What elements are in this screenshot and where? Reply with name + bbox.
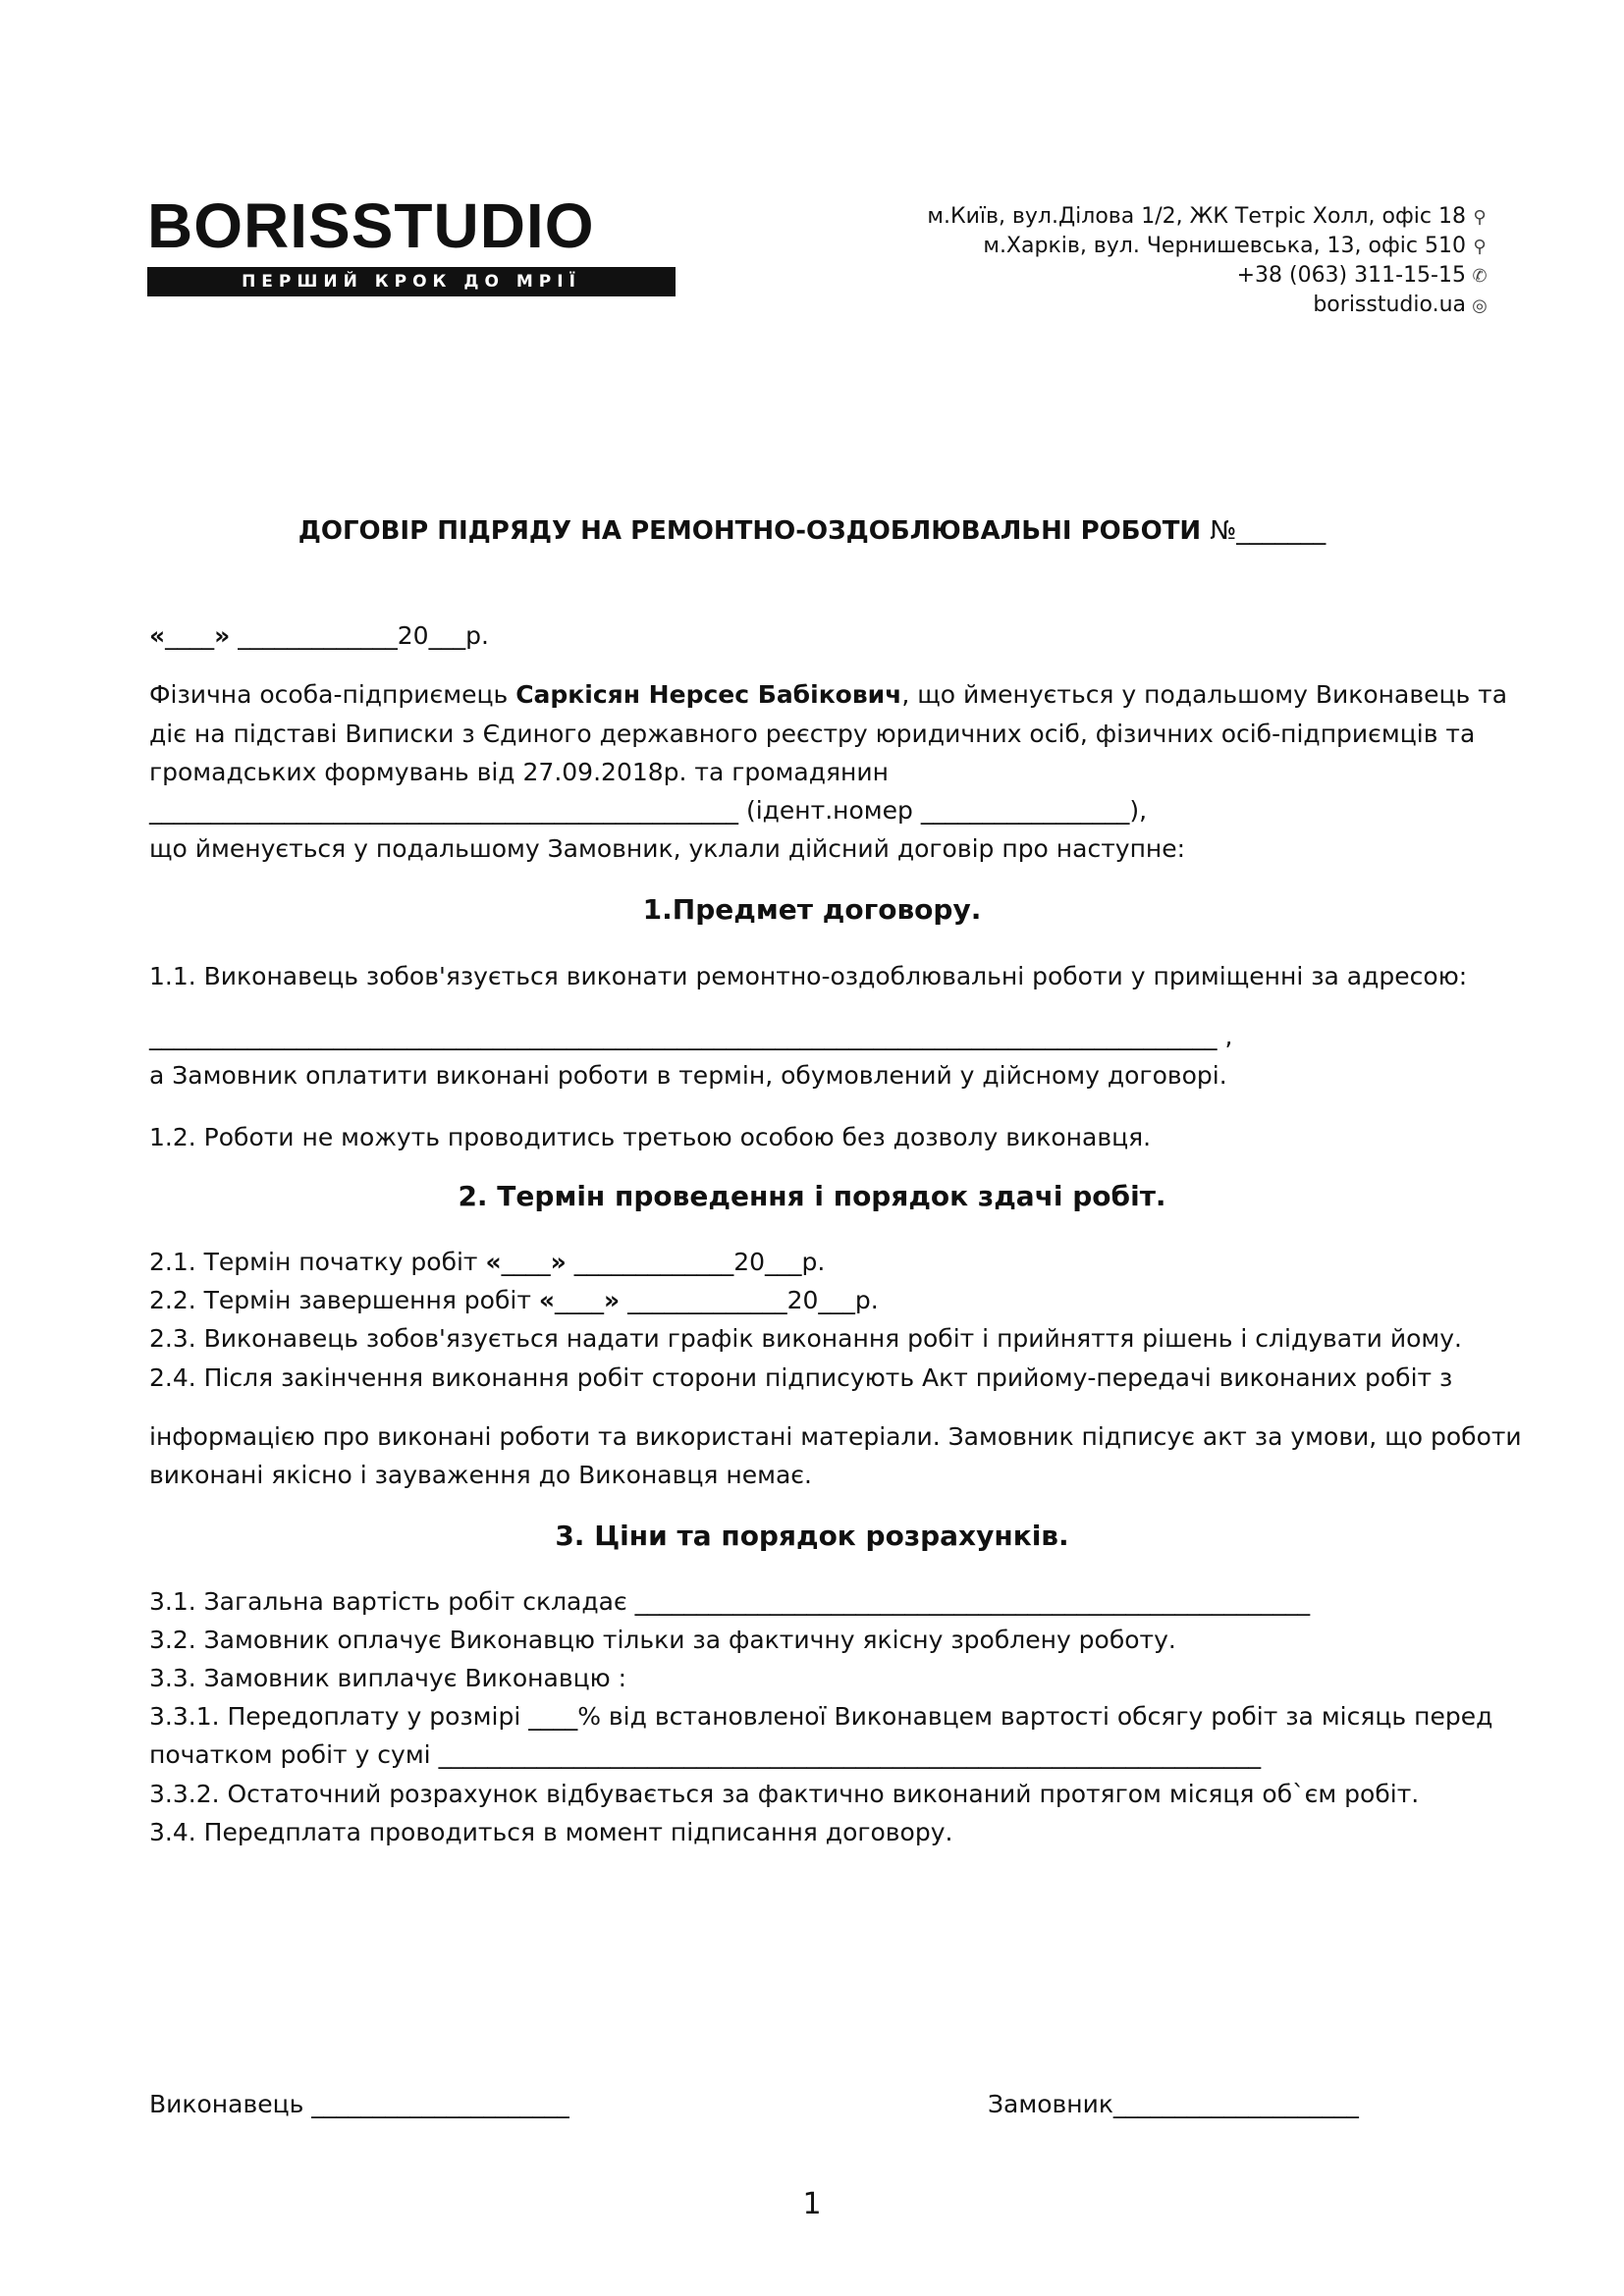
- map-pin-icon: ⚲: [1473, 237, 1487, 257]
- page-number: 1: [802, 2187, 822, 2221]
- intro-line-4: ________________________________________________ (ідент.номер _________________),: [149, 796, 1148, 825]
- clause-3-1: 3.1. Загальна вартість робіт складає _______________________________________________________: [149, 1587, 1311, 1616]
- clause-3-3-1-continued: початком робіт у сумі ___________________________________________________________________: [149, 1740, 1262, 1769]
- clause-3-2: 3.2. Замовник оплачує Виконавцю тільки за фактичну якісну зроблену роботу.: [149, 1626, 1176, 1654]
- contact-block: [927, 202, 1489, 320]
- logo-tagline: ПЕРШИЙ КРОК ДО МРІЇ: [147, 267, 676, 296]
- clause-3-3-2: 3.3.2. Остаточний розрахунок відбувається за фактично виконаний протягом місяця об`єм робіт.: [149, 1780, 1420, 1808]
- clause-1-1: 1.1. Виконавець зобов'язується виконати ремонтно-оздоблювальні роботи у приміщенні за адресою:: [149, 962, 1468, 990]
- phone-icon: ✆: [1472, 266, 1488, 287]
- contact-address-kyiv: м.Київ, вул.Ділова 1/2, ЖК Тетріс Холл, офіс 18 ⚲: [927, 202, 1489, 232]
- signature-customer: Замовник____________________: [988, 2090, 1359, 2118]
- signature-contractor: Виконавець _____________________: [149, 2090, 569, 2118]
- clause-2-4-continued-1: інформацією про виконані роботи та використані матеріали. Замовник підписує акт за умови, що роботи: [149, 1422, 1522, 1451]
- intro-line-3: громадських формувань від 27.09.2018р. та громадянин: [149, 758, 889, 786]
- clause-2-3: 2.3. Виконавець зобов'язується надати графік виконання робіт і прийняття рішень і слідувати йому.: [149, 1324, 1462, 1353]
- intro-line-1: Фізична особа-підприємець Саркісян Нерсес Бабікович, що йменується у подальшому Виконавець та: [149, 680, 1508, 709]
- contract-number: №_______: [1210, 516, 1326, 546]
- contact-website: borisstudio.ua ◎: [927, 291, 1489, 320]
- section-1-heading: 1.Предмет договору.: [642, 893, 982, 926]
- contract-date: «____» _____________20___р.: [149, 621, 489, 650]
- clause-1-2: 1.2. Роботи не можуть проводитись третьою особою без дозволу виконавця.: [149, 1123, 1152, 1151]
- intro-line-5: що йменується у подальшому Замовник, уклали дійсний договір про наступне:: [149, 834, 1186, 863]
- document-title: ДОГОВІР ПІДРЯДУ НА РЕМОНТНО-ОЗДОБЛЮВАЛЬНІ РОБОТИ №_______: [298, 516, 1326, 546]
- clause-2-2: 2.2. Термін завершення робіт «____» _____________20___р.: [149, 1286, 879, 1314]
- clause-2-1: 2.1. Термін початку робіт «____» _____________20___р.: [149, 1248, 826, 1276]
- section-3-heading: 3. Ціни та порядок розрахунків.: [555, 1520, 1069, 1552]
- clause-3-4: 3.4. Передплата проводиться в момент підписання договору.: [149, 1818, 953, 1846]
- map-pin-icon: ⚲: [1473, 207, 1487, 228]
- section-2-heading: 2. Термін проведення і порядок здачі робіт.: [458, 1180, 1166, 1212]
- intro-line-2: діє на підставі Виписки з Єдиного державного реєстру юридичних осіб, фізичних осіб-підприємців та: [149, 720, 1476, 748]
- globe-icon: ◎: [1472, 295, 1488, 316]
- company-logo: [147, 190, 677, 296]
- clause-2-4-continued-2: виконані якісно і зауваження до Виконавця немає.: [149, 1461, 812, 1489]
- clause-3-3-1: 3.3.1. Передоплату у розмірі ____% від встановленої Виконавцем вартості обсягу робіт за місяць перед: [149, 1702, 1493, 1731]
- contact-phone: +38 (063) 311-15-15 ✆: [927, 261, 1489, 291]
- contact-address-kharkiv: м.Харків, вул. Чернишевська, 13, офіс 510 ⚲: [927, 232, 1489, 261]
- clause-1-1-continued: а Замовник оплатити виконані роботи в термін, обумовлений у дійсному договорі.: [149, 1061, 1227, 1090]
- clause-2-4: 2.4. Після закінчення виконання робіт сторони підписують Акт прийому-передачі виконаних робіт з: [149, 1363, 1453, 1392]
- contractor-name: Саркісян Нерсес Бабікович: [515, 680, 902, 709]
- clause-3-3: 3.3. Замовник виплачує Виконавцю :: [149, 1664, 627, 1692]
- logo-wordmark: BORISSTUDIO: [147, 190, 595, 261]
- clause-1-1-address-blank: _______________________________________________________________________________________ ,: [149, 1022, 1233, 1050]
